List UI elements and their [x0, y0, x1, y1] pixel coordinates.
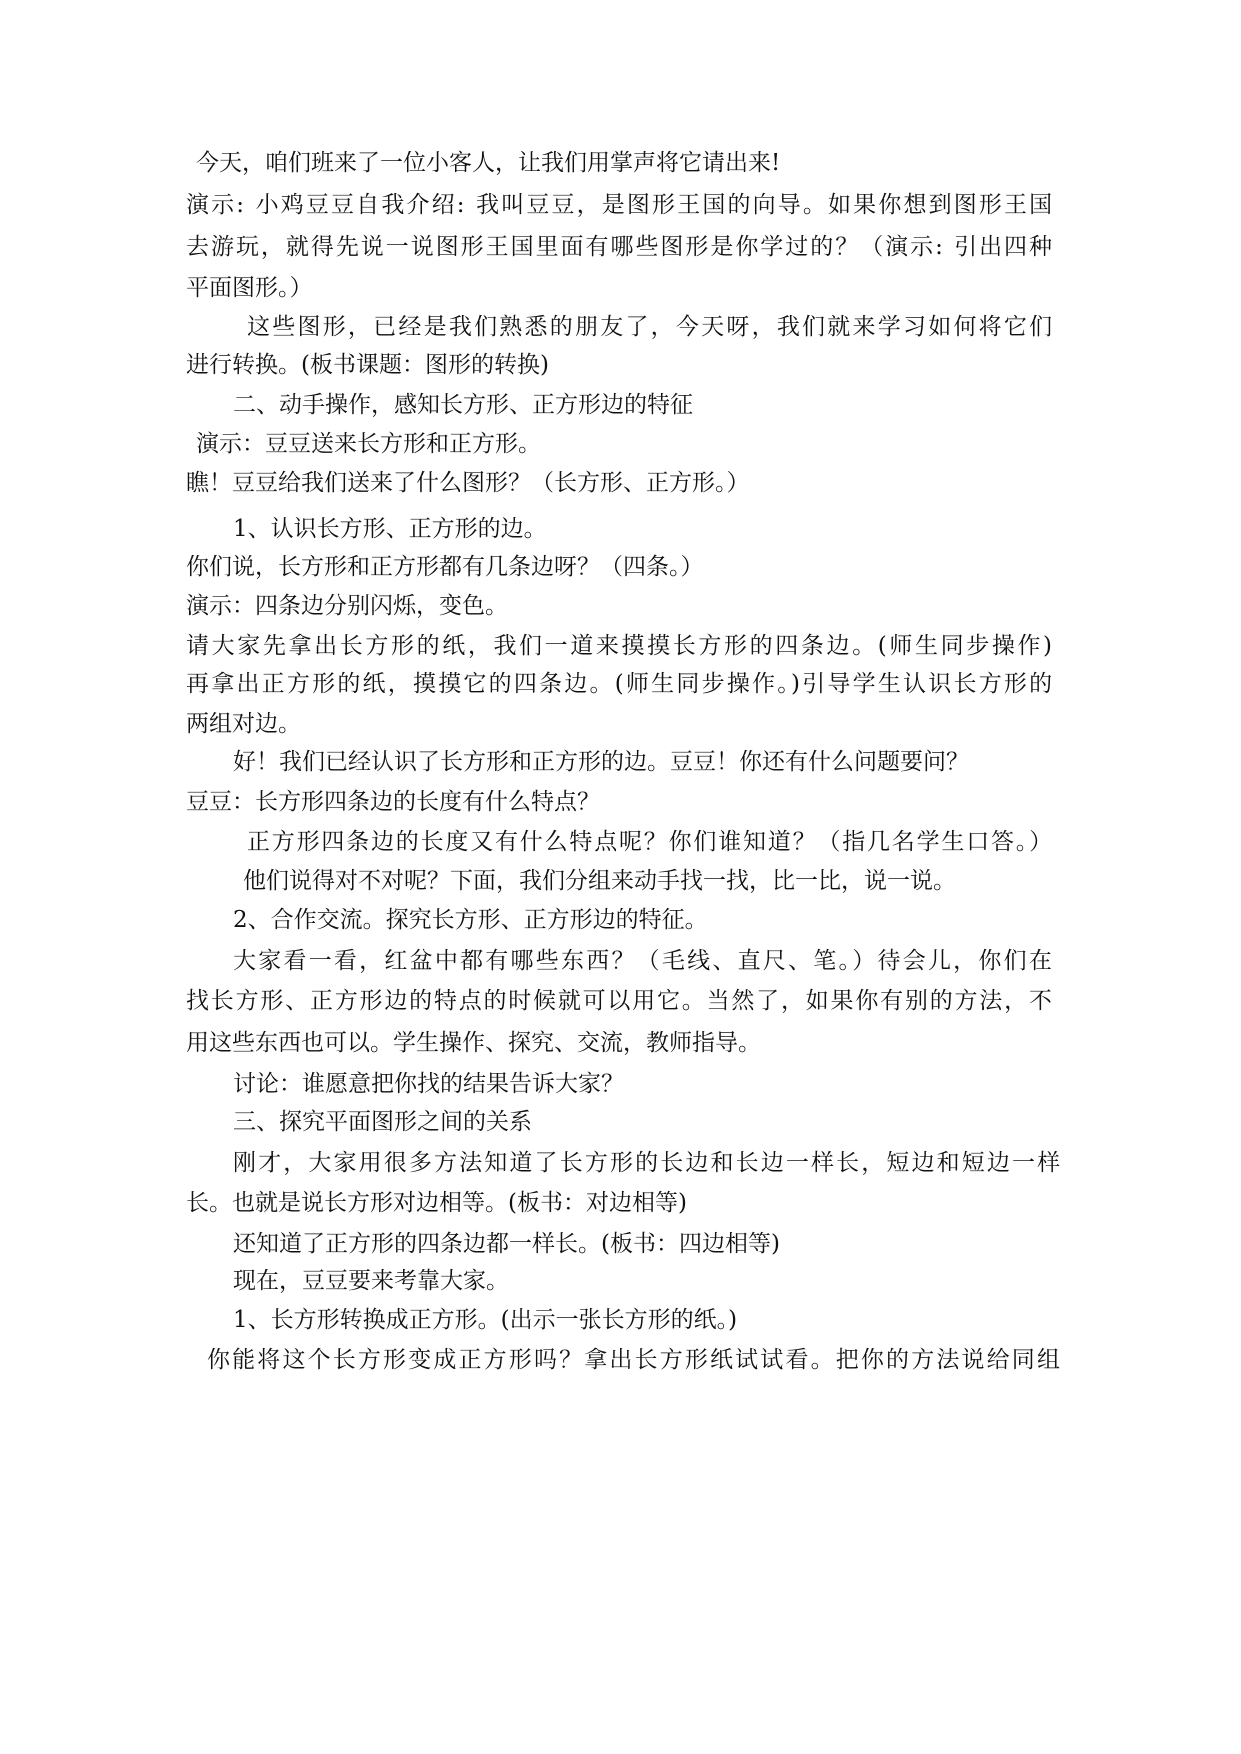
text-line: 你能将这个长方形变成正方形吗？拿出长方形纸试试看。把你的方法说给同组 [207, 1347, 1063, 1373]
text-line: 今天，咱们班来了一位小客人，让我们用掌声将它请出来! [196, 150, 781, 176]
text-line: 豆豆：长方形四条边的长度有什么特点？ [186, 789, 600, 815]
text-line: 瞧！豆豆给我们送来了什么图形？（长方形、正方形。） [186, 470, 750, 496]
text-line: 二、动手操作，感知长方形、正方形边的特征 [233, 392, 693, 418]
text-line: 1、认识长方形、正方形的边。 [233, 516, 547, 542]
text-line: 现在，豆豆要来考靠大家。 [233, 1268, 509, 1294]
text-line: 请大家先拿出长方形的纸，我们一道来摸摸长方形的四条边。(师生同步操作) [186, 633, 1055, 659]
text-line: 你们说，长方形和正方形都有几条边呀？（四条。） [186, 554, 704, 580]
text-line: 1、长方形转换成正方形。(出示一张长方形的纸。) [233, 1307, 738, 1333]
text-line: 2、合作交流。探究长方形、正方形边的特征。 [233, 907, 708, 933]
text-line: 两组对边。 [186, 711, 301, 737]
text-line: 长。也就是说长方形对边相等。(板书：对边相等) [186, 1190, 687, 1216]
text-line: 他们说得对不对呢？下面，我们分组来动手找一找，比一比，说一说。 [243, 868, 956, 894]
text-line: 刚才，大家用很多方法知道了长方形的长边和长边一样长，短边和短边一样 [233, 1150, 1063, 1176]
text-line: 三、探究平面图形之间的关系 [233, 1109, 532, 1135]
text-line: 演示: 小鸡豆豆自我介绍: 我叫豆豆，是图形王国的向导。如果你想到图形王国 [186, 192, 1055, 218]
text-line: 这些图形，已经是我们熟悉的朋友了，今天呀，我们就来学习如何将它们 [247, 314, 1055, 340]
text-line: 再拿出正方形的纸，摸摸它的四条边。(师生同步操作。)引导学生认识长方形的 [186, 671, 1055, 697]
text-line: 进行转换。(板书课题：图形的转换) [186, 352, 549, 378]
text-line: 找长方形、正方形边的特点的时候就可以用它。当然了，如果你有别的方法，不 [186, 988, 1054, 1014]
text-line: 正方形四条边的长度又有什么特点呢？你们谁知道？（指几名学生口答。） [247, 829, 1054, 855]
text-line: 还知道了正方形的四条边都一样长。(板书：四边相等) [233, 1231, 780, 1257]
text-line: 用这些东西也可以。学生操作、探究、交流，教师指导。 [186, 1030, 761, 1056]
text-line: 平面图形。） [186, 275, 313, 301]
text-line: 大家看一看，红盆中都有哪些东西？（毛线、直尺、笔。）待会儿，你们在 [233, 948, 1055, 974]
text-line: 演示：豆豆送来长方形和正方形。 [196, 431, 541, 457]
text-line: 好！我们已经认识了长方形和正方形的边。豆豆！你还有什么问题要问？ [233, 749, 969, 775]
text-line: 讨论：谁愿意把你找的结果告诉大家？ [233, 1071, 624, 1097]
text-line: 去游玩，就得先说一说图形王国里面有哪些图形是你学过的？（演示: 引出四种 [186, 234, 1054, 260]
text-line: 演示：四条边分别闪烁，变色。 [186, 593, 508, 619]
